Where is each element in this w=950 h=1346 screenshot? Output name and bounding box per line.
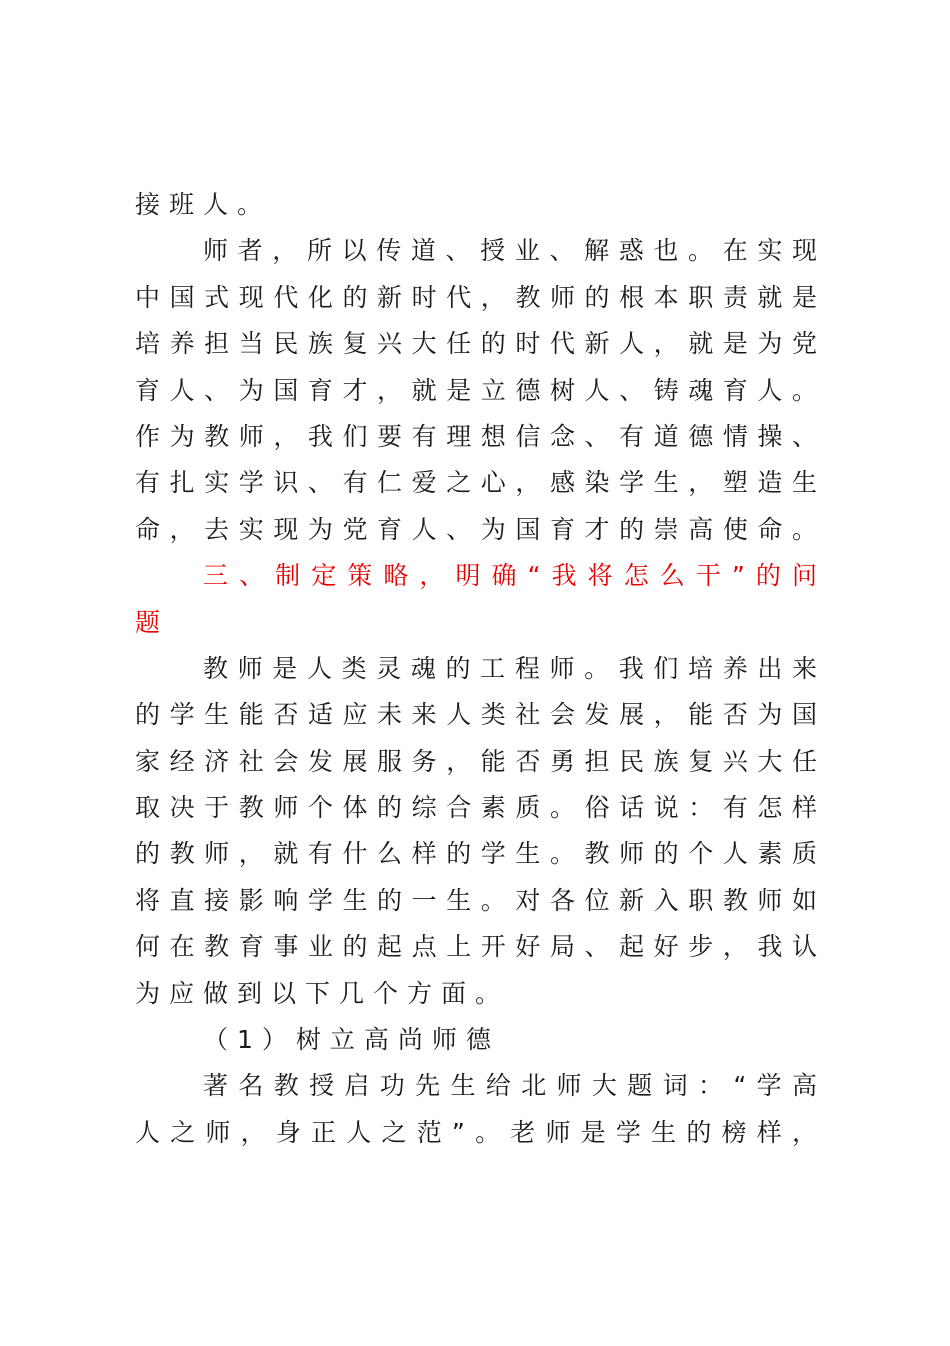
text-line: 师者，所以传道、授业、解惑也。在实现 bbox=[203, 236, 817, 266]
text-line: 接班人。 bbox=[135, 190, 272, 219]
text-line: 中国式现代化的新时代，教师的根本职责就是 bbox=[135, 282, 817, 312]
text-line: 著名教授启功先生给北师大题词：“学高 bbox=[203, 1071, 817, 1101]
text-line: 何在教育事业的起点上开好局、起好步，我认 bbox=[135, 932, 817, 962]
section-heading-line: 题 bbox=[135, 607, 170, 637]
text-line: 培养担当民族复兴大任的时代新人，就是为党 bbox=[135, 329, 817, 359]
document-body bbox=[135, 182, 817, 1156]
text-line: 取决于教师个体的综合素质。俗话说：有怎样 bbox=[135, 793, 817, 823]
text-line: 有扎实学识、有仁爱之心，感染学生，塑造生 bbox=[135, 468, 817, 498]
text-line: 命，去实现为党育人、为国育才的崇高使命。 bbox=[135, 514, 817, 544]
subheading-line: （1）树立高尚师德 bbox=[203, 1025, 500, 1055]
text-line: 将直接影响学生的一生。对各位新入职教师如 bbox=[135, 885, 817, 915]
text-line: 作为教师，我们要有理想信念、有道德情操、 bbox=[135, 421, 817, 451]
text-line: 育人、为国育才，就是立德树人、铸魂育人。 bbox=[135, 375, 817, 405]
text-line: 教师是人类灵魂的工程师。我们培养出来 bbox=[203, 653, 817, 683]
text-line: 家经济社会发展服务，能否勇担民族复兴大任 bbox=[135, 746, 817, 776]
section-heading-line: 三、制定策略，明确“我将怎么干”的问 bbox=[203, 561, 817, 591]
text-line: 的教师，就有什么样的学生。教师的个人素质 bbox=[135, 839, 817, 869]
text-line: 人之师，身正人之范”。老师是学生的榜样， bbox=[135, 1117, 817, 1147]
text-line: 为应做到以下几个方面。 bbox=[135, 978, 510, 1008]
text-line: 的学生能否适应未来人类社会发展，能否为国 bbox=[135, 700, 817, 730]
